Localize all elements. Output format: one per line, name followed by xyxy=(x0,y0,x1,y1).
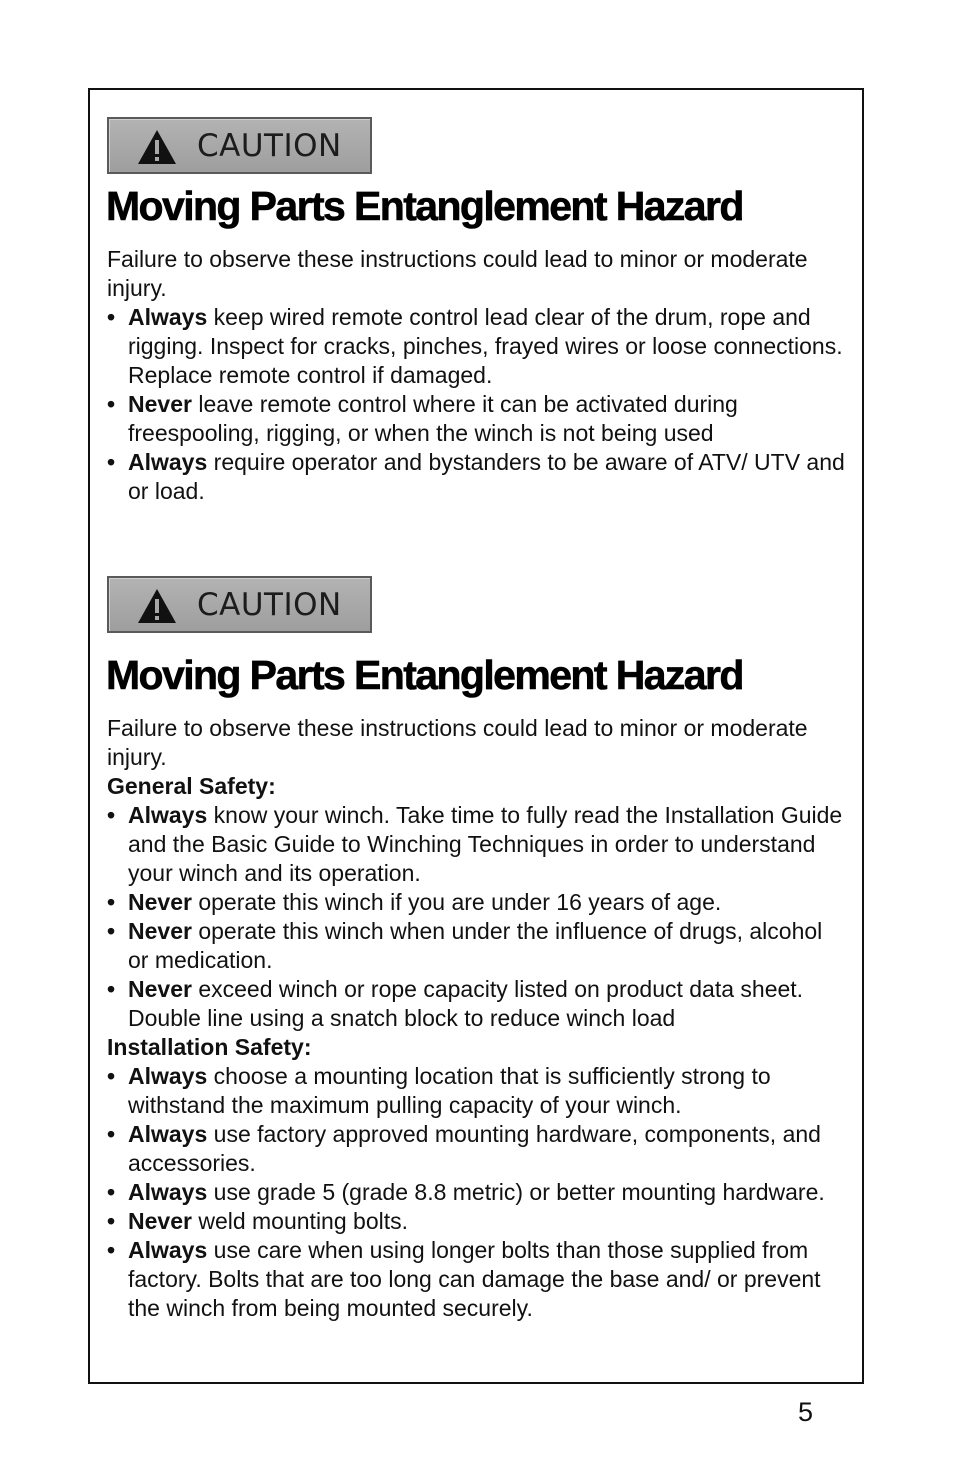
hazard-heading: Moving Parts Entanglement Hazard xyxy=(106,652,743,698)
intro-text: Failure to observe these instructions could lead to minor or moderate injury. xyxy=(107,715,808,770)
item-text: operate this winch when under the influence of drugs, alcohol or medication. xyxy=(128,918,823,973)
item-text: choose a mounting location that is sufficiently strong to withstand the maximum pulling capacity of your winch. xyxy=(128,1063,771,1118)
list-item xyxy=(107,1120,847,1178)
list-item xyxy=(107,1062,847,1120)
subsection-title: Installation Safety: xyxy=(107,1034,312,1060)
list-item xyxy=(107,888,847,917)
bullet-list xyxy=(107,801,847,1033)
list-item xyxy=(107,1236,847,1323)
item-text: operate this winch if you are under 16 years of age. xyxy=(191,889,722,915)
keyword: Never xyxy=(128,1208,192,1234)
keyword: Always xyxy=(128,1179,208,1205)
subsection-title: General Safety: xyxy=(107,773,276,799)
keyword: Always xyxy=(128,802,208,828)
item-text: exceed winch or rope capacity listed on product data sheet. Double line using a snatch block to reduce winch load xyxy=(128,976,804,1031)
page-number: 5 xyxy=(798,1397,814,1427)
caution-badge xyxy=(107,576,372,633)
keyword: Never xyxy=(128,889,192,915)
warning-triangle-icon xyxy=(137,588,177,624)
bullet-list xyxy=(107,303,847,506)
hazard-heading: Moving Parts Entanglement Hazard xyxy=(106,183,743,229)
keyword: Always xyxy=(128,1121,208,1147)
keyword: Never xyxy=(128,391,192,417)
keyword: Always xyxy=(128,449,208,475)
keyword: Always xyxy=(128,304,208,330)
list-item xyxy=(107,303,847,390)
caution-label: CAUTION xyxy=(197,587,342,623)
caution-badge xyxy=(107,117,372,174)
hazard-body xyxy=(107,714,847,1323)
item-text: leave remote control where it can be activated during freespooling, rigging, or when the winch is not being used xyxy=(128,391,738,446)
item-text: weld mounting bolts. xyxy=(191,1208,409,1234)
list-item xyxy=(107,975,847,1033)
warning-triangle-icon xyxy=(137,129,177,165)
keyword: Always xyxy=(128,1063,208,1089)
item-text: know your winch. Take time to fully read the Installation Guide and the Basic Guide to Winching Techniques in order to understand your winch and its operation. xyxy=(128,802,843,886)
bullet-list xyxy=(107,1062,847,1323)
keyword: Always xyxy=(128,1237,208,1263)
item-text: use grade 5 (grade 8.8 metric) or better mounting hardware. xyxy=(207,1179,825,1205)
item-text: use factory approved mounting hardware, components, and accessories. xyxy=(128,1121,821,1176)
item-text: keep wired remote control lead clear of the drum, rope and rigging. Inspect for cracks, pinches, frayed wires or loose connections. Replace remote control if damaged. xyxy=(128,304,843,388)
caution-label: CAUTION xyxy=(197,128,342,164)
list-item xyxy=(107,917,847,975)
list-item xyxy=(107,801,847,888)
list-item xyxy=(107,1178,847,1207)
item-text: require operator and bystanders to be aware of ATV/ UTV and or load. xyxy=(128,449,845,504)
keyword: Never xyxy=(128,918,192,944)
item-text: use care when using longer bolts than those supplied from factory. Bolts that are too long can damage the base and/ or prevent the winch from being mounted securely. xyxy=(128,1237,821,1321)
intro-text: Failure to observe these instructions could lead to minor or moderate injury. xyxy=(107,246,808,301)
keyword: Never xyxy=(128,976,192,1002)
list-item xyxy=(107,448,847,506)
list-item xyxy=(107,1207,847,1236)
hazard-body xyxy=(107,245,847,506)
list-item xyxy=(107,390,847,448)
